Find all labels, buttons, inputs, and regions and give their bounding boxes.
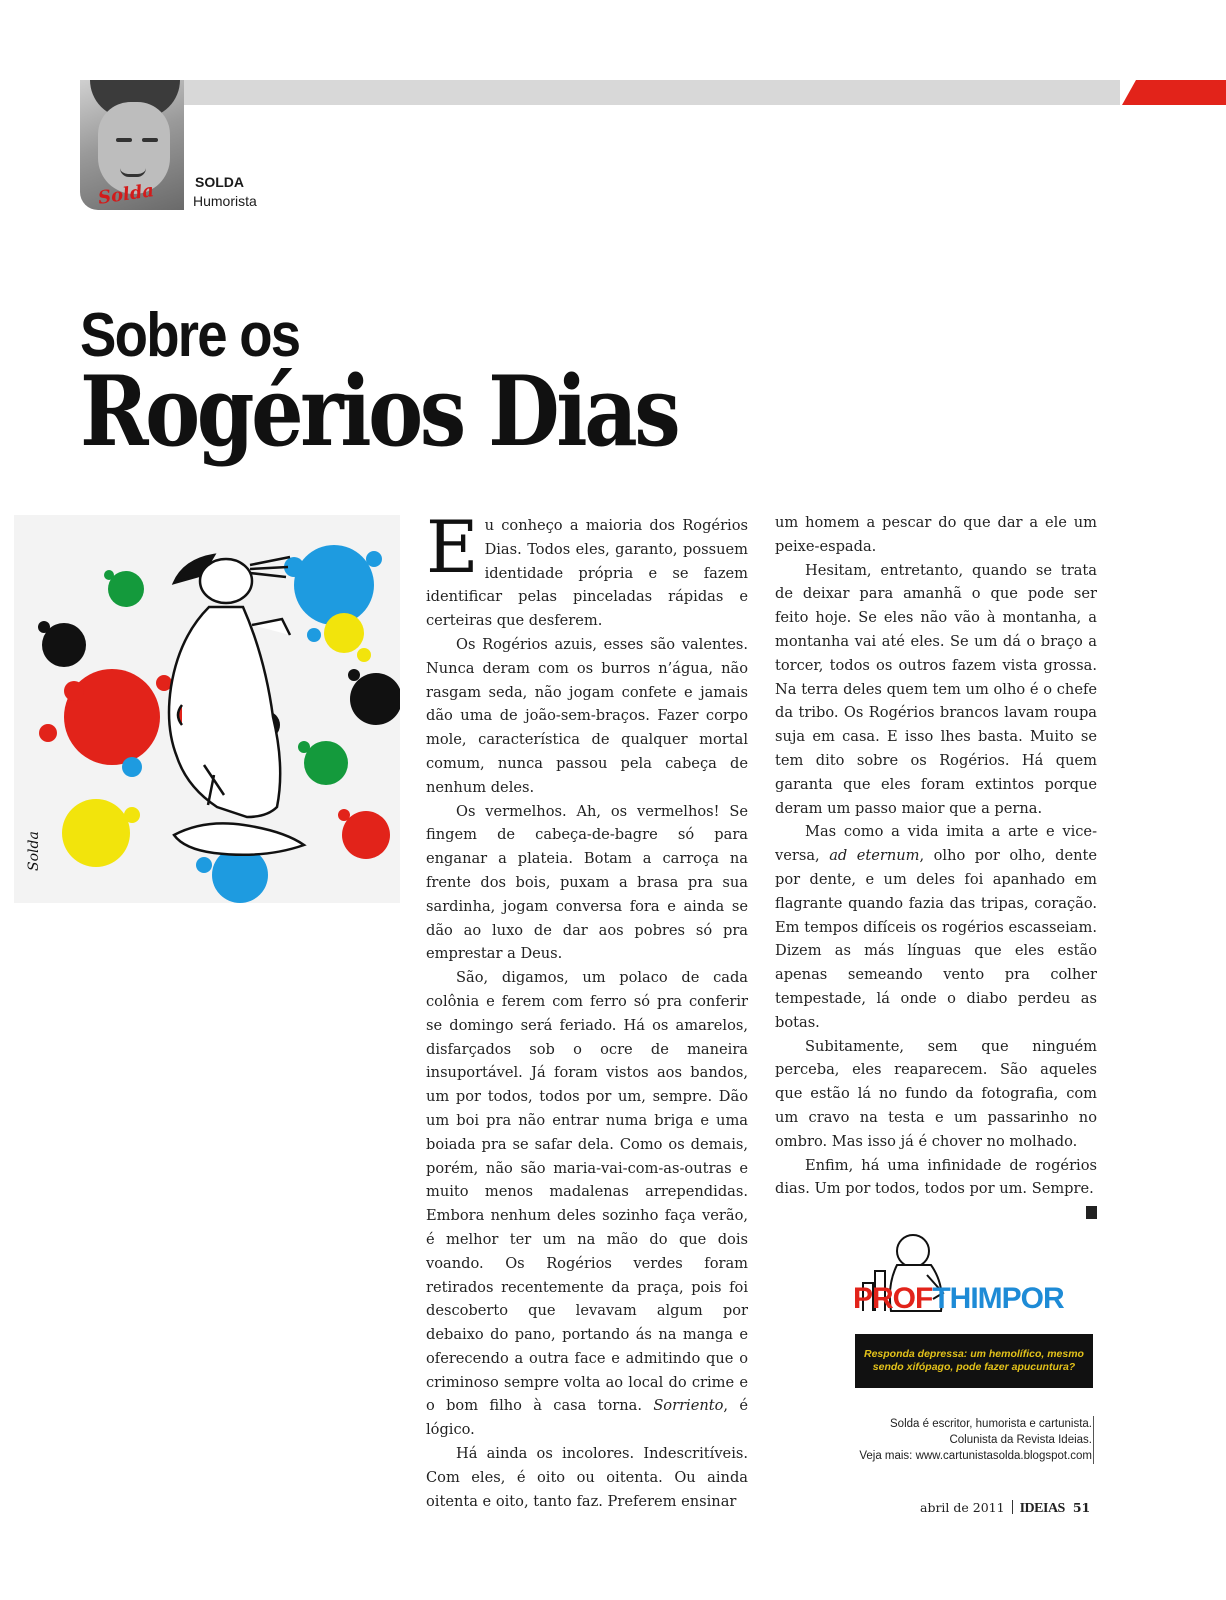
header-bar-accent — [1122, 80, 1226, 105]
author-credits — [800, 1416, 1092, 1464]
credits-divider — [1093, 1416, 1094, 1464]
dropcap: E — [426, 505, 479, 589]
cartoon-figure — [169, 555, 304, 855]
paragraph: Mas como a vida imita a arte e vice-versa, ad eternum, olho por olho, dente por dente, e um deles foi apanhado em flagrante quando fazia das tripas, coração. Em tempos difíceis os rogérios escasseiam. Dizem as más línguas que eles estão apenas semeando vento pra colher tempestade, lá onde o diabo perdeu as botas. — [775, 823, 1097, 1031]
credit-link[interactable]: Veja mais: www.cartunistasolda.blogspot.com — [859, 1450, 1092, 1462]
paragraph: Eu conheço a maioria dos Rogérios Dias. Todos eles, garanto, possuem identidade própria e se fazem identificar pelas pinceladas rápidas e certeiras que desferem. — [426, 505, 748, 630]
article-column-1 — [426, 505, 748, 1510]
magazine-brand: IDEIAS — [1019, 1501, 1065, 1516]
riddle-box — [855, 1334, 1093, 1388]
credit-line: Colunista da Revista Ideias. — [949, 1434, 1092, 1446]
issue-date: abril de 2011 — [920, 1500, 1005, 1515]
paragraph: Hesitam, entretanto, quando se trata de deixar para amanhã o que pode ser feito hoje. Se eles não vão à montanha, a montanha vai até eles. Se um dá o braço a torcer, todos os outros fazem vista grossa. Na terra deles quem tem um olho é o chefe da tribo. Os Rogérios brancos lavam roupa suja em casa. E isso lhes basta. Muito se tem dito sobre os Rogérios. Há quem garanta que eles foram extintos porque deram um passo maior que a perna. — [775, 561, 1097, 817]
author-portrait — [80, 80, 184, 210]
title-line-2: Rogérios Dias — [80, 355, 678, 468]
page-number: 51 — [1072, 1500, 1091, 1515]
page-footer — [920, 1500, 1090, 1517]
paragraph: Os Rogérios azuis, esses são valentes. Nunca deram com os burros n’água, não rasgam seda, não jogam confete e jamais dão uma de joão-sem-braços. Fazer corpo mole, característica de qualquer mortal comum, nunca passou pela cabeça de nenhum deles. — [426, 635, 748, 796]
author-name: SOLDA — [195, 174, 244, 190]
paragraph: Enfim, há uma infinidade de rogérios dias. Um por todos, todos por um. Sempre. I — [775, 1156, 1121, 1219]
credit-line: Solda é escritor, humorista e cartunista. — [890, 1418, 1092, 1430]
paragraph: Há ainda os incolores. Indescritíveis. Com eles, é oito ou oitenta. Ou ainda oitenta e oito, tanto faz. Preferem ensinar — [426, 1445, 748, 1510]
paint-splash-yellow-bottom — [62, 799, 140, 867]
author-signature: Solda — [96, 180, 156, 209]
paint-splash-yellow — [324, 613, 371, 662]
title-line-1: Sobre os — [80, 301, 300, 370]
paragraph: São, digamos, um polaco de cada colônia e ferem com ferro só pra conferir se domingo será feriado. Há os amarelos, disfarçados sob o ocre de maneira insuportável. Já foram vistos aos bandos, um por todos, todos por um, sempre. Dão um boi pra não entrar numa briga e uma boiada pra se safar dela. Como os demais, porém, não são maria-vai-com-as-outras e muito menos madalenas arrependidas. Embora nenhum deles sozinho faça verão, é melhor ter um na mão do que dois voando. Os Rogérios verdes foram retirados recentemente da praça, pois foi descoberto que levavam algum por debaixo do pano, portando ás na manga e oferecendo a outra face e admitindo que o criminoso sempre volta ao local do crime e o bom filho à casa torna. Sorriento, é lógico. — [426, 969, 748, 1439]
prof-thimpor-logo: PROFTHIMPOR — [853, 1282, 1064, 1315]
paragraph: Os vermelhos. Ah, os vermelhos! Se fingem de cabeça-de-bagre só para enganar a plateia. Botam a carroça na frente dos bois, puxam a brasa pra sua sardinha, jogam conversa fora e ainda se dão ao luxo de dar aos pobres só pra emprestar a Deus. — [426, 802, 748, 963]
riddle-text: Responda depressa: um hemolífico, mesmo sendo xifópago, pode fazer apucuntura? — [864, 1348, 1084, 1373]
illustration-signature: Solda — [26, 831, 42, 871]
paragraph: um homem a pescar do que dar a ele um peixe-espada. — [775, 514, 1097, 555]
author-role: Humorista — [193, 193, 257, 209]
end-mark-icon: I — [1086, 1206, 1097, 1219]
cartoon-illustration — [14, 515, 400, 903]
article-column-2 — [775, 511, 1121, 1219]
paragraph: Subitamente, sem que ninguém perceba, eles reaparecem. São aqueles que estão lá no fundo da fotografia, com um cravo na testa e um passarinho no ombro. Mas isso já é chover no molhado. — [775, 1037, 1097, 1150]
header-bar — [180, 80, 1120, 105]
